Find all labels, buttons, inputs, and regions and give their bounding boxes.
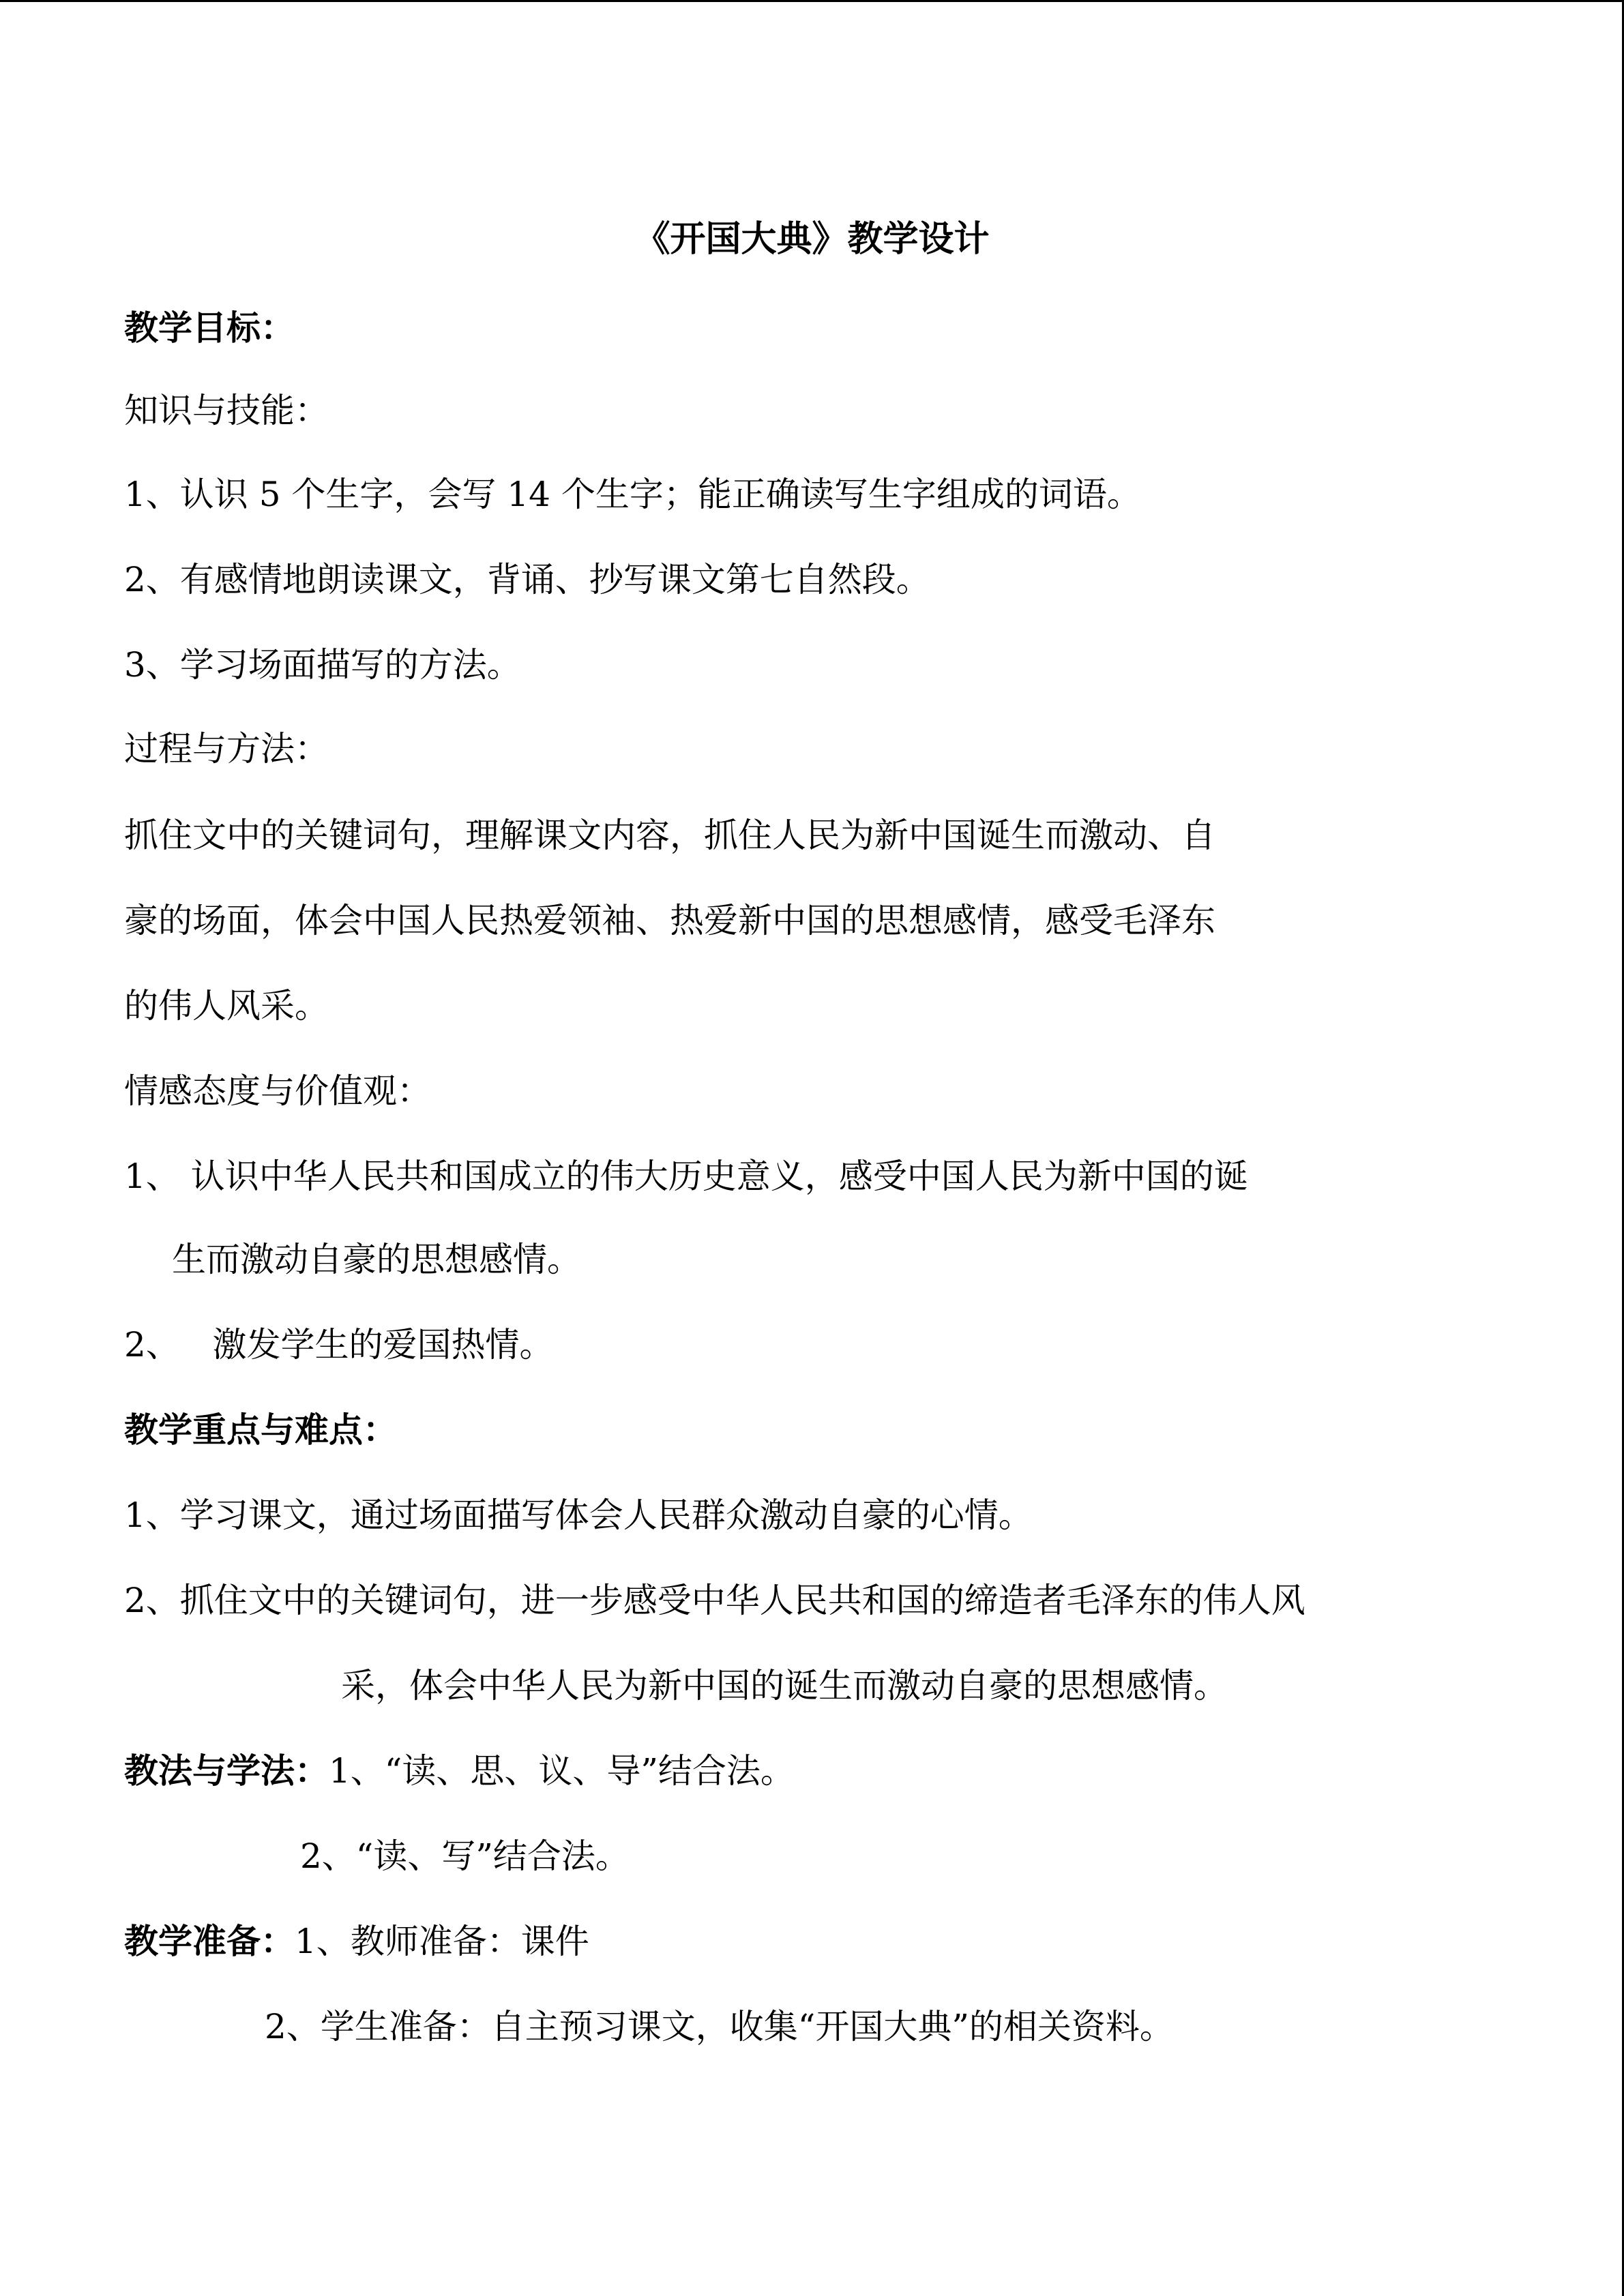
process-line-2: 豪的场面，体会中国人民热爱领袖、热爱新中国的思想感情，感受毛泽东: [124, 901, 1215, 940]
keypoint-1: 1、学习课文，通过场面描写体会人民群众激动自豪的心情。: [124, 1495, 1033, 1535]
objectives-heading: 教学目标：: [124, 308, 295, 348]
keypoints-heading: 教学重点与难点：: [124, 1410, 397, 1450]
process-line-1: 抓住文中的关键词句，理解课文内容，抓住人民为新中国诞生而激动、自: [124, 816, 1215, 855]
knowledge-item-3: 3、学习场面描写的方法。: [124, 645, 521, 685]
prep-heading: 教学准备：: [124, 1921, 295, 1961]
knowledge-heading: 知识与技能：: [124, 391, 329, 430]
document-title: 《开国大典》教学设计: [634, 218, 990, 260]
prep-row: [124, 1918, 589, 1965]
page-top-border: [0, 0, 1624, 2]
prep-item-2: 2、学生准备：自主预习课文，收集“开国大典”的相关资料。: [265, 2007, 1174, 2046]
process-line-3: 的伟人风采。: [124, 986, 329, 1026]
keypoint-2-line-2: 采，体会中华人民为新中国的诞生而激动自豪的思想感情。: [341, 1666, 1228, 1705]
knowledge-item-1: 1、认识 5 个生字，会写 14 个生字；能正确读写生字组成的词语。: [124, 475, 1141, 514]
methods-item-1: 1、“读、思、议、导”结合法。: [329, 1751, 795, 1791]
knowledge-item-2: 2、有感情地朗读课文，背诵、抄写课文第七自然段。: [124, 560, 930, 599]
prep-item-1: 1、教师准备：课件: [295, 1922, 589, 1961]
process-heading: 过程与方法：: [124, 729, 329, 769]
methods-heading: 教法与学法：: [124, 1750, 329, 1791]
emotion-item-1-line-1: 1、 认识中华人民共和国成立的伟大历史意义，感受中国人民为新中国的诞: [124, 1157, 1248, 1196]
emotion-heading: 情感态度与价值观：: [124, 1071, 431, 1111]
methods-row: [124, 1747, 795, 1795]
methods-item-2: 2、“读、写”结合法。: [300, 1836, 630, 1876]
keypoint-2-line-1: 2、抓住文中的关键词句，进一步感受中华人民共和国的缔造者毛泽东的伟人风: [124, 1581, 1305, 1620]
emotion-item-2: 2、 激发学生的爱国热情。: [124, 1325, 554, 1365]
emotion-item-1-line-2: 生而激动自豪的思想感情。: [172, 1240, 581, 1279]
